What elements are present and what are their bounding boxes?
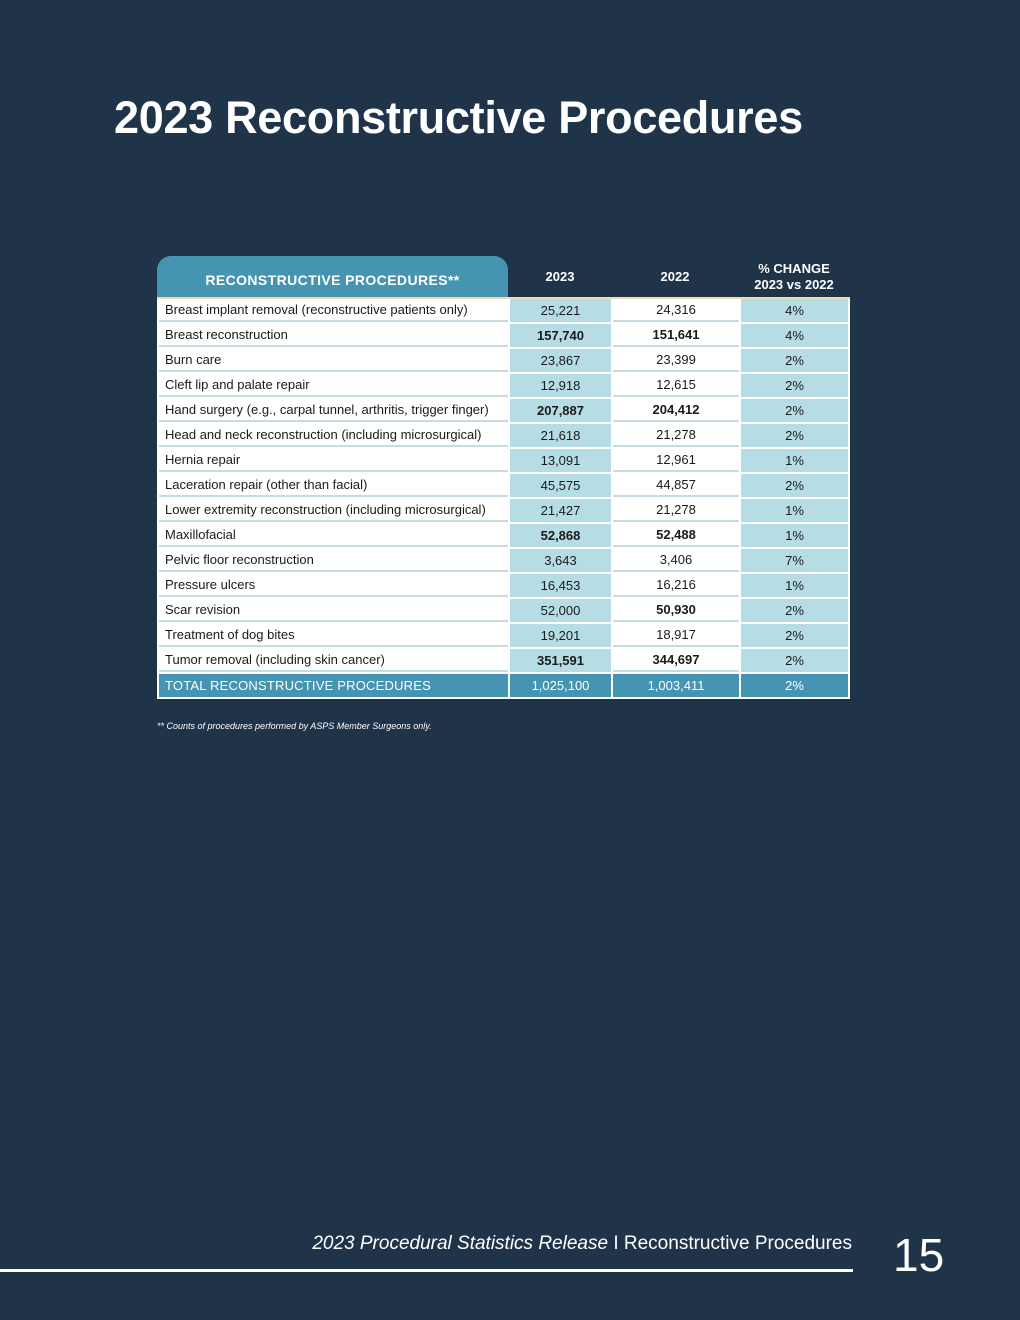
table-row bbox=[159, 499, 848, 522]
total-label: TOTAL RECONSTRUCTIVE PROCEDURES bbox=[159, 674, 508, 697]
pct-change: 2% bbox=[741, 399, 848, 422]
procedure-name: Breast implant removal (reconstructive patients only) bbox=[159, 299, 508, 322]
total-2023: 1,025,100 bbox=[510, 674, 611, 697]
procedure-name: Cleft lip and palate repair bbox=[159, 374, 508, 397]
table-row bbox=[159, 424, 848, 447]
value-2023: 25,221 bbox=[510, 299, 611, 322]
value-2022: 50,930 bbox=[613, 599, 739, 622]
footer-publication: 2023 Procedural Statistics Release bbox=[312, 1233, 609, 1254]
value-2022: 21,278 bbox=[613, 424, 739, 447]
value-2022: 44,857 bbox=[613, 474, 739, 497]
header-pct-line1: % CHANGE bbox=[758, 260, 830, 276]
header-pct-line2: 2023 vs 2022 bbox=[754, 276, 834, 292]
header-2023: 2023 bbox=[545, 268, 575, 284]
table-row bbox=[159, 449, 848, 472]
pct-change: 1% bbox=[741, 449, 848, 472]
table-total-row bbox=[159, 674, 848, 697]
table-row bbox=[159, 524, 848, 547]
value-2023: 21,618 bbox=[510, 424, 611, 447]
value-2023: 351,591 bbox=[510, 649, 611, 672]
pct-change: 1% bbox=[741, 574, 848, 597]
table-row bbox=[159, 624, 848, 647]
procedure-name: Burn care bbox=[159, 349, 508, 372]
pct-change: 7% bbox=[741, 549, 848, 572]
procedure-name: Hand surgery (e.g., carpal tunnel, arthritis, trigger finger) bbox=[159, 399, 508, 422]
procedures-table bbox=[157, 256, 850, 699]
page-title: 2023 Reconstructive Procedures bbox=[114, 92, 803, 143]
value-2022: 23,399 bbox=[613, 349, 739, 372]
header-2022: 2022 bbox=[660, 268, 690, 284]
value-2022: 12,615 bbox=[613, 374, 739, 397]
value-2022: 204,412 bbox=[613, 399, 739, 422]
value-2022: 21,278 bbox=[613, 499, 739, 522]
value-2022: 16,216 bbox=[613, 574, 739, 597]
table-row bbox=[159, 649, 848, 672]
procedure-name: Maxillofacial bbox=[159, 524, 508, 547]
pct-change: 1% bbox=[741, 499, 848, 522]
value-2022: 18,917 bbox=[613, 624, 739, 647]
value-2023: 13,091 bbox=[510, 449, 611, 472]
pct-change: 2% bbox=[741, 599, 848, 622]
pct-change: 4% bbox=[741, 324, 848, 347]
value-2022: 24,316 bbox=[613, 299, 739, 322]
pct-change: 2% bbox=[741, 424, 848, 447]
table-row bbox=[159, 374, 848, 397]
table-row bbox=[159, 474, 848, 497]
procedure-name: Pelvic floor reconstruction bbox=[159, 549, 508, 572]
footnote: ** Counts of procedures performed by ASPS Member Surgeons only. bbox=[157, 721, 432, 731]
footer-text bbox=[312, 1233, 852, 1255]
table-row bbox=[159, 349, 848, 372]
value-2022: 3,406 bbox=[613, 549, 739, 572]
procedure-name: Breast reconstruction bbox=[159, 324, 508, 347]
pct-change: 2% bbox=[741, 374, 848, 397]
header-pct-change bbox=[738, 256, 850, 297]
value-2023: 52,000 bbox=[510, 599, 611, 622]
procedure-name: Hernia repair bbox=[159, 449, 508, 472]
table-header bbox=[157, 256, 850, 297]
footer-divider bbox=[0, 1269, 853, 1272]
procedure-name: Tumor removal (including skin cancer) bbox=[159, 649, 508, 672]
value-2023: 207,887 bbox=[510, 399, 611, 422]
footer-section: Reconstructive Procedures bbox=[623, 1233, 852, 1254]
procedure-name: Lower extremity reconstruction (including microsurgical) bbox=[159, 499, 508, 522]
pct-change: 2% bbox=[741, 649, 848, 672]
procedure-name: Head and neck reconstruction (including microsurgical) bbox=[159, 424, 508, 447]
value-2022: 151,641 bbox=[613, 324, 739, 347]
procedure-name: Laceration repair (other than facial) bbox=[159, 474, 508, 497]
table-row bbox=[159, 324, 848, 347]
value-2023: 12,918 bbox=[510, 374, 611, 397]
value-2022: 344,697 bbox=[613, 649, 739, 672]
pct-change: 4% bbox=[741, 299, 848, 322]
value-2023: 23,867 bbox=[510, 349, 611, 372]
table-row bbox=[159, 549, 848, 572]
table-body bbox=[157, 297, 850, 699]
procedure-name: Pressure ulcers bbox=[159, 574, 508, 597]
pct-change: 2% bbox=[741, 474, 848, 497]
total-pct-change: 2% bbox=[741, 674, 848, 697]
header-procedure: RECONSTRUCTIVE PROCEDURES** bbox=[157, 256, 508, 297]
procedure-name: Scar revision bbox=[159, 599, 508, 622]
value-2022: 12,961 bbox=[613, 449, 739, 472]
pct-change: 2% bbox=[741, 624, 848, 647]
pct-change: 1% bbox=[741, 524, 848, 547]
footer-separator: I bbox=[608, 1233, 624, 1254]
value-2023: 3,643 bbox=[510, 549, 611, 572]
table-row bbox=[159, 574, 848, 597]
table-row bbox=[159, 399, 848, 422]
table-row bbox=[159, 299, 848, 322]
table-row bbox=[159, 599, 848, 622]
page-number: 15 bbox=[893, 1229, 945, 1281]
value-2023: 45,575 bbox=[510, 474, 611, 497]
pct-change: 2% bbox=[741, 349, 848, 372]
value-2023: 19,201 bbox=[510, 624, 611, 647]
value-2023: 16,453 bbox=[510, 574, 611, 597]
total-2022: 1,003,411 bbox=[613, 674, 739, 697]
value-2023: 21,427 bbox=[510, 499, 611, 522]
value-2023: 157,740 bbox=[510, 324, 611, 347]
procedure-name: Treatment of dog bites bbox=[159, 624, 508, 647]
value-2022: 52,488 bbox=[613, 524, 739, 547]
value-2023: 52,868 bbox=[510, 524, 611, 547]
